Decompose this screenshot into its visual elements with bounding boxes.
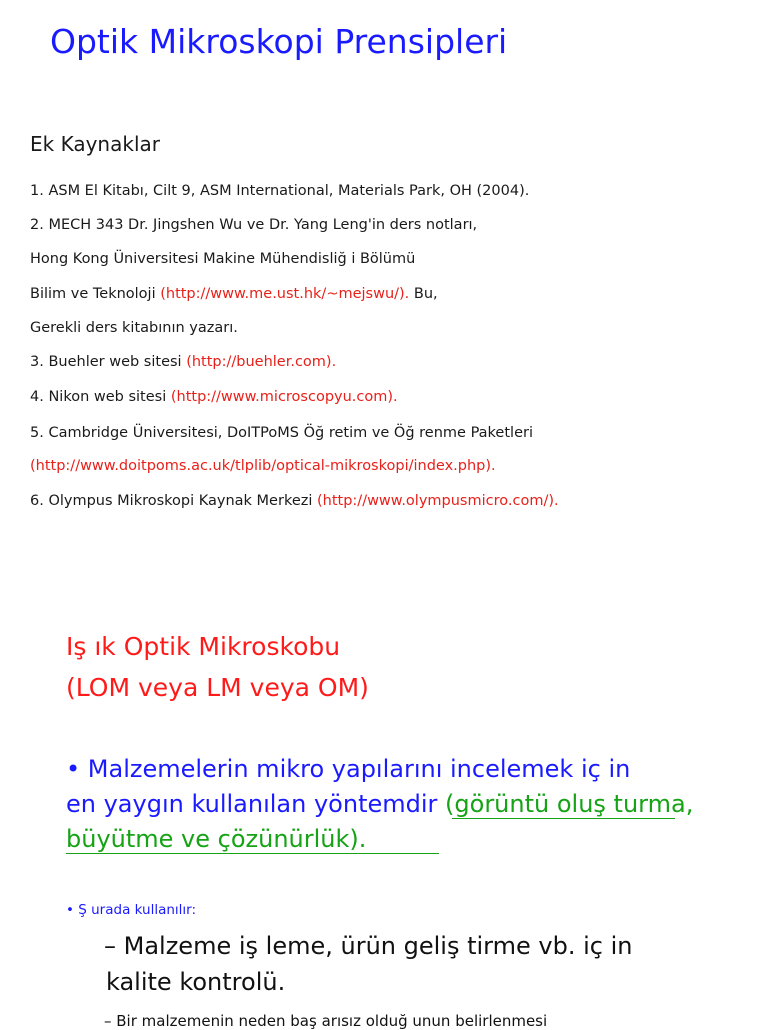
reference-text: Hong Kong Üniversitesi Makine Mühendisliğ i Bölümü xyxy=(30,251,416,267)
reference-link[interactable]: (http://www.microscopyu.com). xyxy=(170,389,398,405)
reference-text: 2. MECH 343 Dr. Jingshen Wu ve Dr. Yang Leng'in ders notları, xyxy=(30,217,478,233)
resources-heading: Ek Kaynaklar xyxy=(30,132,160,156)
reference-link[interactable]: (http://buehler.com). xyxy=(186,354,337,370)
main-bullet-green-text: (görüntü oluş turma, xyxy=(445,790,694,818)
page-title: Optik Mikroskopi Prensipleri xyxy=(50,22,508,61)
reference-link[interactable]: (http://www.doitpoms.ac.uk/tlplib/optical-mikroskopi/index.php). xyxy=(30,458,496,474)
reference-text: 4. Nikon web sitesi xyxy=(30,389,171,405)
main-bullet-line-3: büyütme ve çözünürlük). xyxy=(66,825,367,853)
reference-text: 1. ASM El Kitabı, Cilt 9, ASM International, Materials Park, OH (2004). xyxy=(30,183,530,199)
reference-line-2 xyxy=(30,217,477,233)
use-item-1-line-2: kalite kontrolü. xyxy=(106,968,286,996)
reference-line-7 xyxy=(30,389,398,405)
use-item-2-partial: – Bir malzemenin neden baş arısız olduğ unun belirlenmesi xyxy=(104,1012,548,1030)
reference-line-8 xyxy=(30,425,533,441)
reference-link[interactable]: (http://www.me.ust.hk/~mejswu/). xyxy=(160,286,410,302)
reference-line-4 xyxy=(30,286,438,302)
reference-line-10 xyxy=(30,493,559,509)
reference-line-5 xyxy=(30,320,238,336)
reference-line-9 xyxy=(30,458,496,474)
use-item-1-line-1: – Malzeme iş leme, ürün geliş tirme vb. iç in xyxy=(104,932,633,960)
reference-text: 3. Buehler web sitesi xyxy=(30,354,187,370)
main-bullet-line-2 xyxy=(66,790,693,818)
reference-line-3 xyxy=(30,251,415,267)
reference-text: Gerekli ders kitabının yazarı. xyxy=(30,320,238,336)
section-heading-line-1: Iş ık Optik Mikroskobu xyxy=(66,632,341,661)
green-underline-2 xyxy=(66,853,439,854)
reference-text: 5. Cambridge Üniversitesi, DoITPoMS Öğ retim ve Öğ renme Paketleri xyxy=(30,425,533,441)
main-bullet-blue-text: en yaygın kullanılan yöntemdir xyxy=(66,790,446,818)
uses-label: • Ş urada kullanılır: xyxy=(66,902,197,918)
reference-line-1 xyxy=(30,183,529,199)
section-heading-line-2: (LOM veya LM veya OM) xyxy=(66,673,369,702)
reference-text-after: Bu, xyxy=(409,286,438,302)
reference-line-6 xyxy=(30,354,336,370)
green-underline-1 xyxy=(452,818,675,819)
reference-text: 6. Olympus Mikroskopi Kaynak Merkezi xyxy=(30,493,317,509)
main-bullet-line-1: • Malzemelerin mikro yapılarını incelemek iç in xyxy=(66,755,631,783)
reference-text: Bilim ve Teknoloji xyxy=(30,286,161,302)
reference-link[interactable]: (http://www.olympusmicro.com/). xyxy=(317,493,559,509)
